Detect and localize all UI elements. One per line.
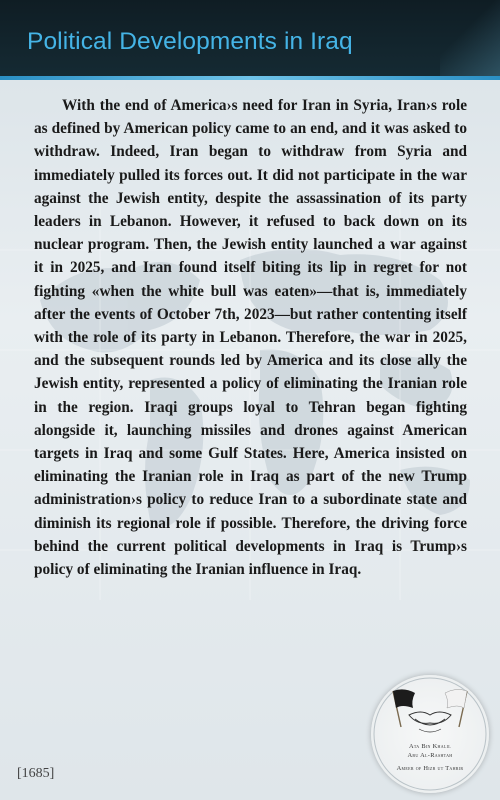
page-number: [1685] bbox=[17, 766, 55, 781]
emblem-seal bbox=[371, 675, 489, 793]
emblem-name-line-1: Ata Bin Khalil bbox=[408, 743, 452, 750]
page-title: Political Developments in Iraq bbox=[27, 28, 353, 55]
flags-icon bbox=[371, 675, 489, 793]
emblem-name-line-2: Abu Al-Rashtah bbox=[407, 752, 453, 759]
header-corner-decoration bbox=[440, 0, 500, 76]
article-body: With the end of America›s need for Iran in Syria, Iran›s role as defined by American policy came to an end, and it was asked to withdraw. Indeed, Iran began to withdraw from Syria and immediately pulled its forces out. It did not participate in the war against the Jewish entity, despite the assassination of its party leaders in Lebanon. However, it refused to back down on its nuclear program. Then, the Jewish entity launched a war against it in 2025, and Iran found itself biting its lip in regret for not fighting «when the white bull was eaten»—that is, immediately after the events of October 7th, 2023—but rather contenting itself with the role of its party in Lebanon. Therefore, the war in 2025, and the subsequent rounds led by America and its close ally the Jewish entity, represented a policy of eliminating the Iranian role in the region. Iraqi groups loyal to Tehran began fighting alongside it, launching missiles and drones against American targets in Iraq and some Gulf States. Here, America insisted on eliminating the Iranian role in Iraq as part of the new Trump administration›s policy to reduce Iran to a subordinate state and diminish its regional role if possible. Therefore, the driving force behind the current political developments in Iraq is Trump›s policy of eliminating the Iranian influence in Iraq. bbox=[34, 97, 467, 579]
header-accent-line bbox=[0, 76, 500, 80]
emblem-name-line-3: Ameer of Hizb ut Tahrir bbox=[396, 765, 464, 772]
